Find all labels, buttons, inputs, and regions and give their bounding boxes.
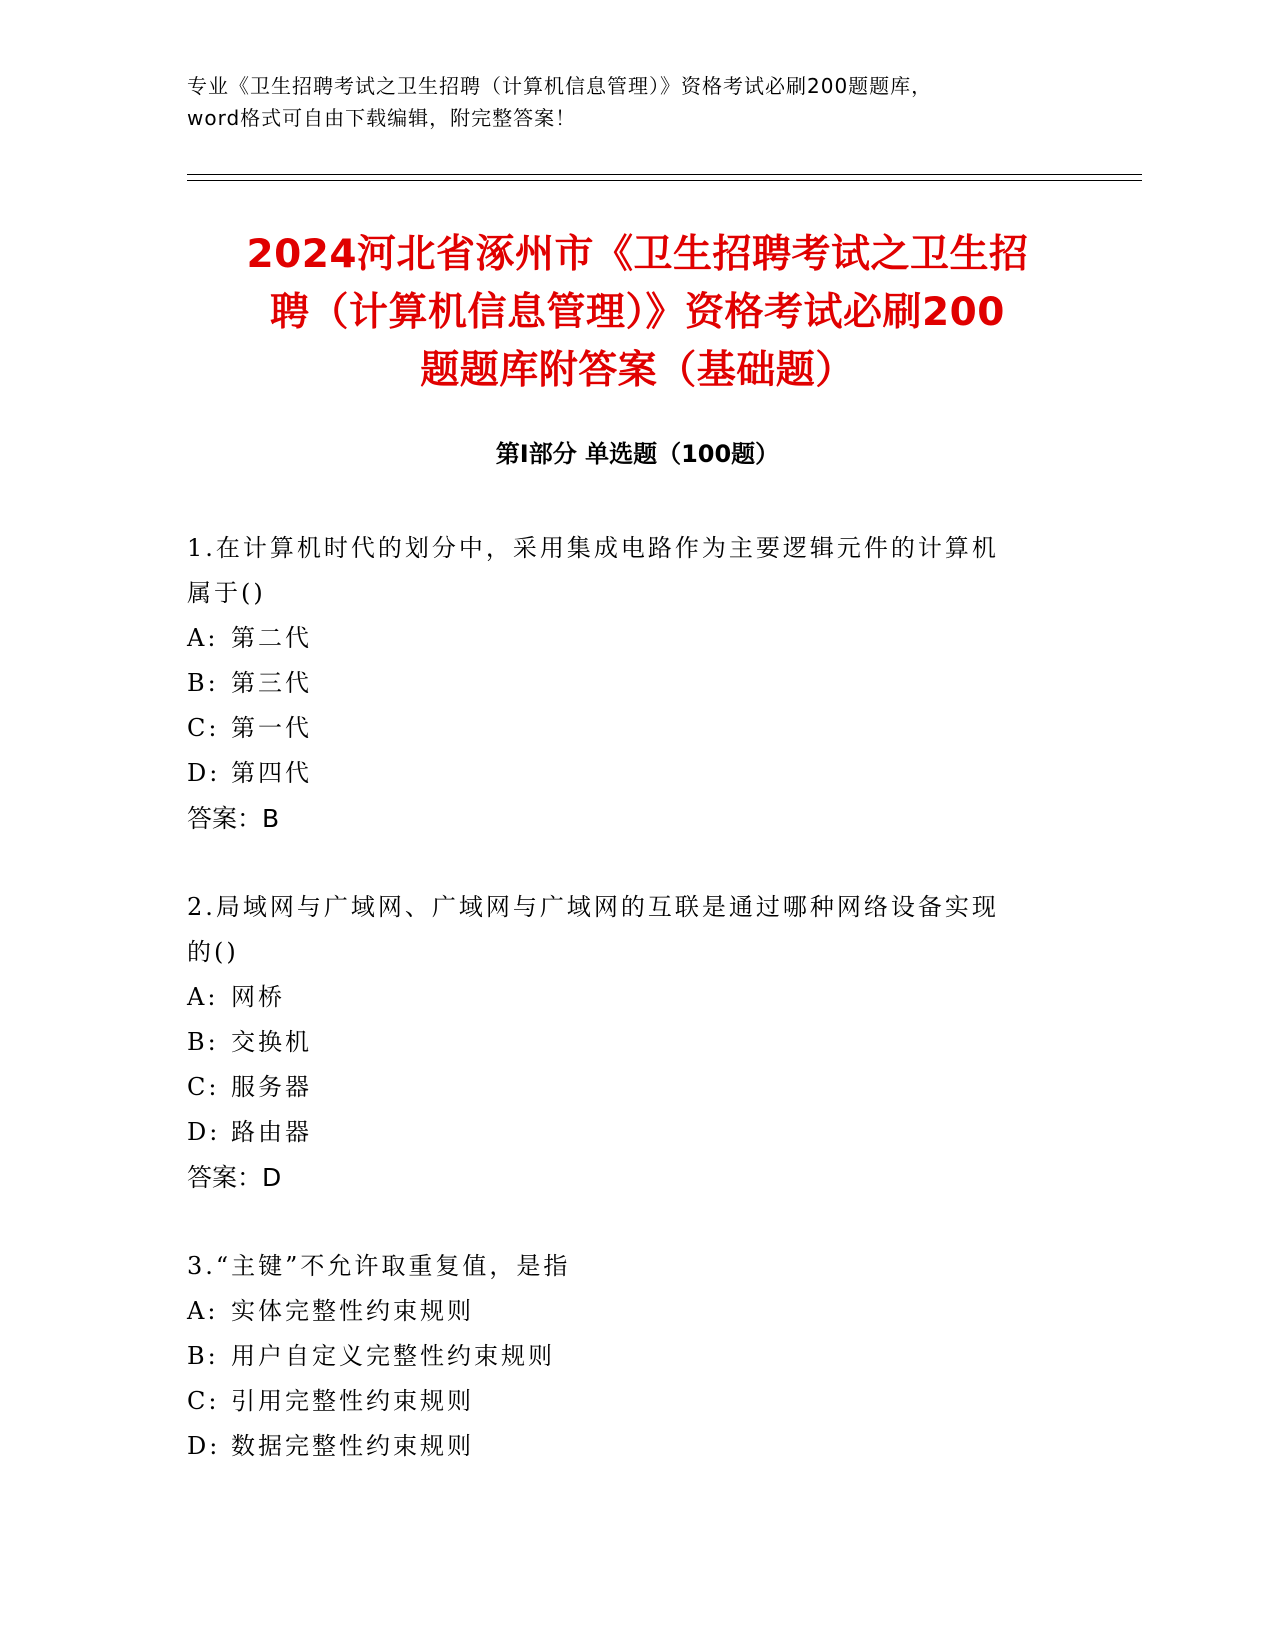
header-rule-top [187,174,1142,175]
option-d [187,751,1067,796]
question-1 [187,526,1067,841]
document-title-line-2: 聘（计算机信息管理）》资格考试必刷200 [270,290,1005,335]
answer: 答案：D [187,1163,282,1192]
question-3 [187,1244,1067,1469]
option-d [187,1110,1067,1155]
option-text: 交换机 [231,1028,312,1056]
option-key: D: [187,1432,221,1460]
option-key: B: [187,1342,219,1370]
option-d [187,1424,1067,1469]
question-stem-line: 的() [187,938,239,966]
document-title-line-1: 2024河北省涿州市《卫生招聘考试之卫生招 [246,232,1029,277]
option-text: 第二代 [231,624,312,652]
option-key: B: [187,1028,219,1056]
option-text: 第一代 [231,714,312,742]
header-note-line-1: 专业《卫生招聘考试之卫生招聘（计算机信息管理）》资格考试必刷200题题库， [187,74,933,98]
section-title: 第Ⅰ部分 单选题（100题） [495,440,780,468]
option-key: B: [187,669,219,697]
option-key: C: [187,1073,220,1101]
header-rule-bottom [187,180,1142,181]
option-text: 服务器 [231,1073,312,1101]
option-key: D: [187,759,221,787]
question-stem-line: 属于() [187,579,266,607]
question-stem-line: 1.在计算机时代的划分中，采用集成电路作为主要逻辑元件的计算机 [187,534,999,562]
option-text: 用户自定义完整性约束规则 [231,1342,555,1370]
header-note-line-2: word格式可自由下载编辑，附完整答案！ [187,106,577,130]
option-key: A: [187,1297,219,1325]
option-b [187,1334,1067,1379]
option-a [187,1289,1067,1334]
answer: 答案：B [187,804,280,833]
option-key: C: [187,714,220,742]
option-c [187,1379,1067,1424]
option-text: 路由器 [231,1118,312,1146]
option-c [187,1065,1067,1110]
question-list [187,526,1067,1513]
option-text: 第三代 [231,669,312,697]
document-title-line-3: 题题库附答案（基础题） [420,348,855,393]
question-stem-line: 3.“主键”不允许取重复值，是指 [187,1252,571,1280]
header-note [187,70,1087,134]
option-text: 引用完整性约束规则 [231,1387,474,1415]
option-text: 实体完整性约束规则 [231,1297,474,1325]
option-key: A: [187,624,219,652]
option-b [187,1020,1067,1065]
option-text: 网桥 [231,983,285,1011]
option-key: A: [187,983,219,1011]
option-c [187,706,1067,751]
option-text: 第四代 [231,759,312,787]
document-title [160,226,1115,400]
option-text: 数据完整性约束规则 [231,1432,474,1460]
option-a [187,616,1067,661]
option-a [187,975,1067,1020]
question-stem-line: 2.局域网与广域网、广域网与广域网的互联是通过哪种网络设备实现 [187,893,999,921]
option-key: C: [187,1387,220,1415]
option-b [187,661,1067,706]
option-key: D: [187,1118,221,1146]
question-2 [187,885,1067,1200]
